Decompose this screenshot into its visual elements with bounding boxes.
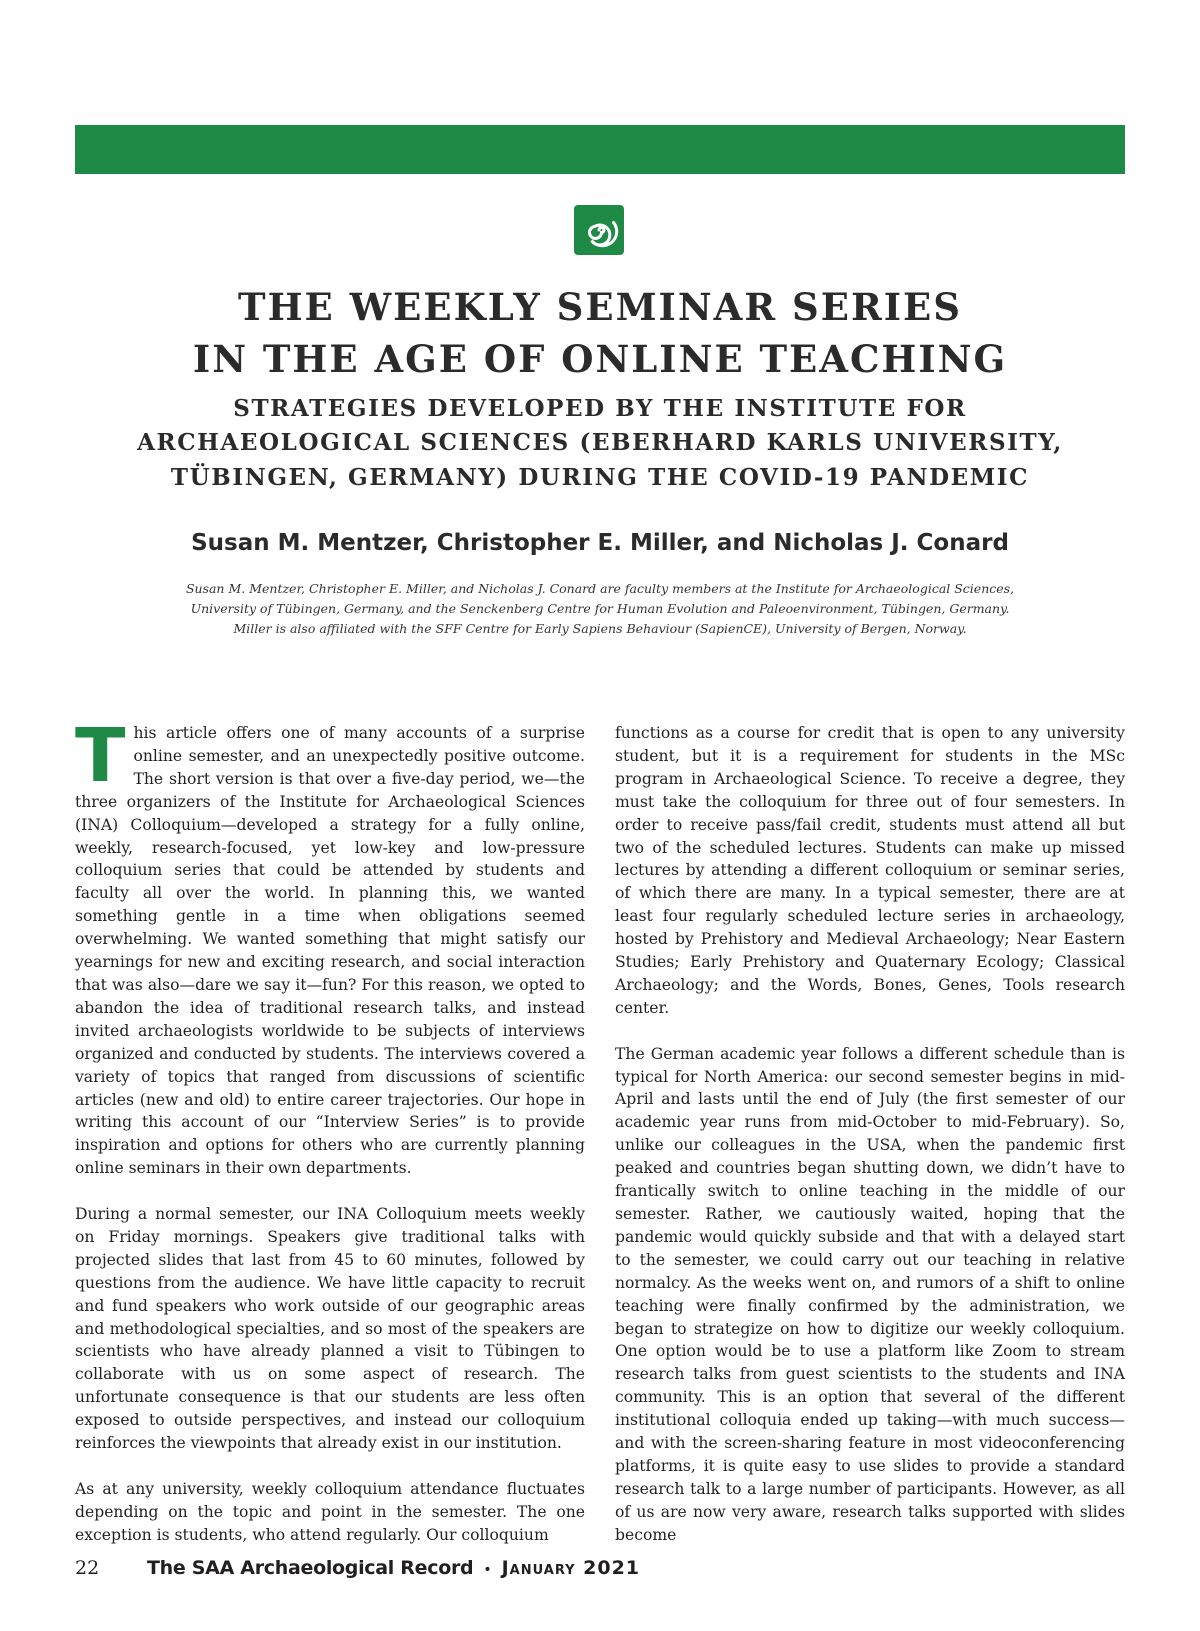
body-column-right <box>615 722 1125 1570</box>
body-paragraph <box>75 713 585 1180</box>
affiliation-line-1: Susan M. Mentzer, Christopher E. Miller, and Nicholas J. Conard are faculty members at the Institute for Archaeological Sciences, <box>185 581 1015 596</box>
header-color-bar <box>75 125 1125 174</box>
paragraph-text: his article offers one of many accounts of a surprise online semester, and an unexpectedly positive outcome. The short version is that over a five-day period, we—the three organizers of the Institute for Archaeological Sciences (INA) Colloquium—developed a strategy for a fully online, weekly, research-focused, yet low-key and low-pressure colloquium series that could be attended by students and faculty all over the world. In planning this, we wanted something gentle in a time when obligations seemed overwhelming. We wanted something that might satisfy our yearnings for new and exciting research, and social interaction that was also—dare we say it—fun? For this reason, we opted to abandon the idea of traditional research talks, and instead invited archaeologists worldwide to be subjects of interviews organized and conducted by students. The interviews covered a variety of topics that ranged from discussions of scientific articles (new and old) to entire career trajectories. Our hope in writing this account of our “Interview Series” is to provide inspiration and options for others who are currently planning online seminars in their own departments. <box>75 724 585 1178</box>
affiliation-line-3: Miller is also affiliated with the SFF Centre for Early Sapiens Behaviour (SapienCE), University of Bergen, Norway. <box>233 621 967 636</box>
page-footer <box>75 1557 640 1579</box>
article-title-line-1: THE WEEKLY SEMINAR SERIES <box>238 285 962 329</box>
article-title-line-2: IN THE AGE OF ONLINE TEACHING <box>192 337 1008 381</box>
body-paragraph: The German academic year follows a different schedule than is typical for North America: our second semester begins in mid-April and lasts until the end of July (the first semester of our academic year runs from mid-October to mid-February). So, unlike our colleagues in the USA, when the pandemic first peaked and countries began shutting down, we didn’t have to frantically switch to online teaching in the middle of our semester. Rather, we cautiously waited, hoping that the pandemic would quickly subside and that with a delayed start to the semester, we could carry out our teaching in relative normalcy. As the weeks went on, and rumors of a shift to online teaching were finally confirmed by the administration, we began to strategize on how to digitize our weekly colloquium. One option would be to use a platform like Zoom to stream research talks from guest scientists to the students and INA community. This is an option that several of the different institutional colloquia ended up taking—with much success—and with the screen-sharing feature in most videoconferencing platforms, it is quite easy to use slides to provide a standard research talk to a large number of participants. However, as all of us are now very aware, research talks supported with slides become <box>615 1044 1125 1544</box>
issue-date: January 2021 <box>501 1557 641 1579</box>
body-column-left <box>75 713 585 1569</box>
page-number: 22 <box>75 1557 100 1579</box>
journal-name: The SAA Archaeological Record <box>147 1557 474 1579</box>
affiliation-line-2: University of Tübingen, Germany, and the Senckenberg Centre for Human Evolution and Paleoenvironment, Tübingen, Germany. <box>190 601 1010 616</box>
drop-cap: T <box>75 713 126 799</box>
footer-bullet: • <box>483 1562 492 1578</box>
body-paragraph: During a normal semester, our INA Colloquium meets weekly on Friday mornings. Speakers give traditional talks with projected slides that last from 45 to 60 minutes, followed by questions from the audience. We have little capacity to recruit and fund speakers who work outside of our geographic areas and methodological specialties, and so most of the speakers are scientists who have already planned a visit to Tübingen to collaborate with us on some aspect of research. The unfortunate consequence is that our students are less often exposed to outside perspectives, and instead our colloquium reinforces the viewpoints that already exist in our institution. <box>75 1205 585 1453</box>
body-paragraph: As at any university, weekly colloquium attendance fluctuates depending on the topic and point in the semester. The one exception is students, who attend regularly. Our colloquium <box>75 1479 585 1544</box>
subtitle-line-2: ARCHAEOLOGICAL SCIENCES (EBERHARD KARLS UNIVERSITY, <box>137 429 1063 456</box>
spiral-logo-icon <box>573 204 625 256</box>
author-byline: Susan M. Mentzer, Christopher E. Miller, and Nicholas J. Conard <box>191 530 1009 556</box>
subtitle-line-3: TÜBINGEN, GERMANY) DURING THE COVID-19 PANDEMIC <box>170 464 1030 491</box>
subtitle-line-1: STRATEGIES DEVELOPED BY THE INSTITUTE FOR <box>233 395 967 422</box>
body-paragraph: functions as a course for credit that is open to any university student, but it is a requirement for students in the MSc program in Archaeological Science. To receive a degree, they must take the colloquium for three out of four semesters. In order to receive pass/fail credit, students must attend all but two of the scheduled lectures. Students can make up missed lectures by attending a different colloquium or seminar series, of which there are many. In a typical semester, there are at least four regularly scheduled lecture series in archaeology, hosted by Prehistory and Medieval Archaeology; Near Eastern Studies; Early Prehistory and Quaternary Ecology; Classical Archaeology; and the Words, Bones, Genes, Tools research center. <box>615 724 1125 1017</box>
